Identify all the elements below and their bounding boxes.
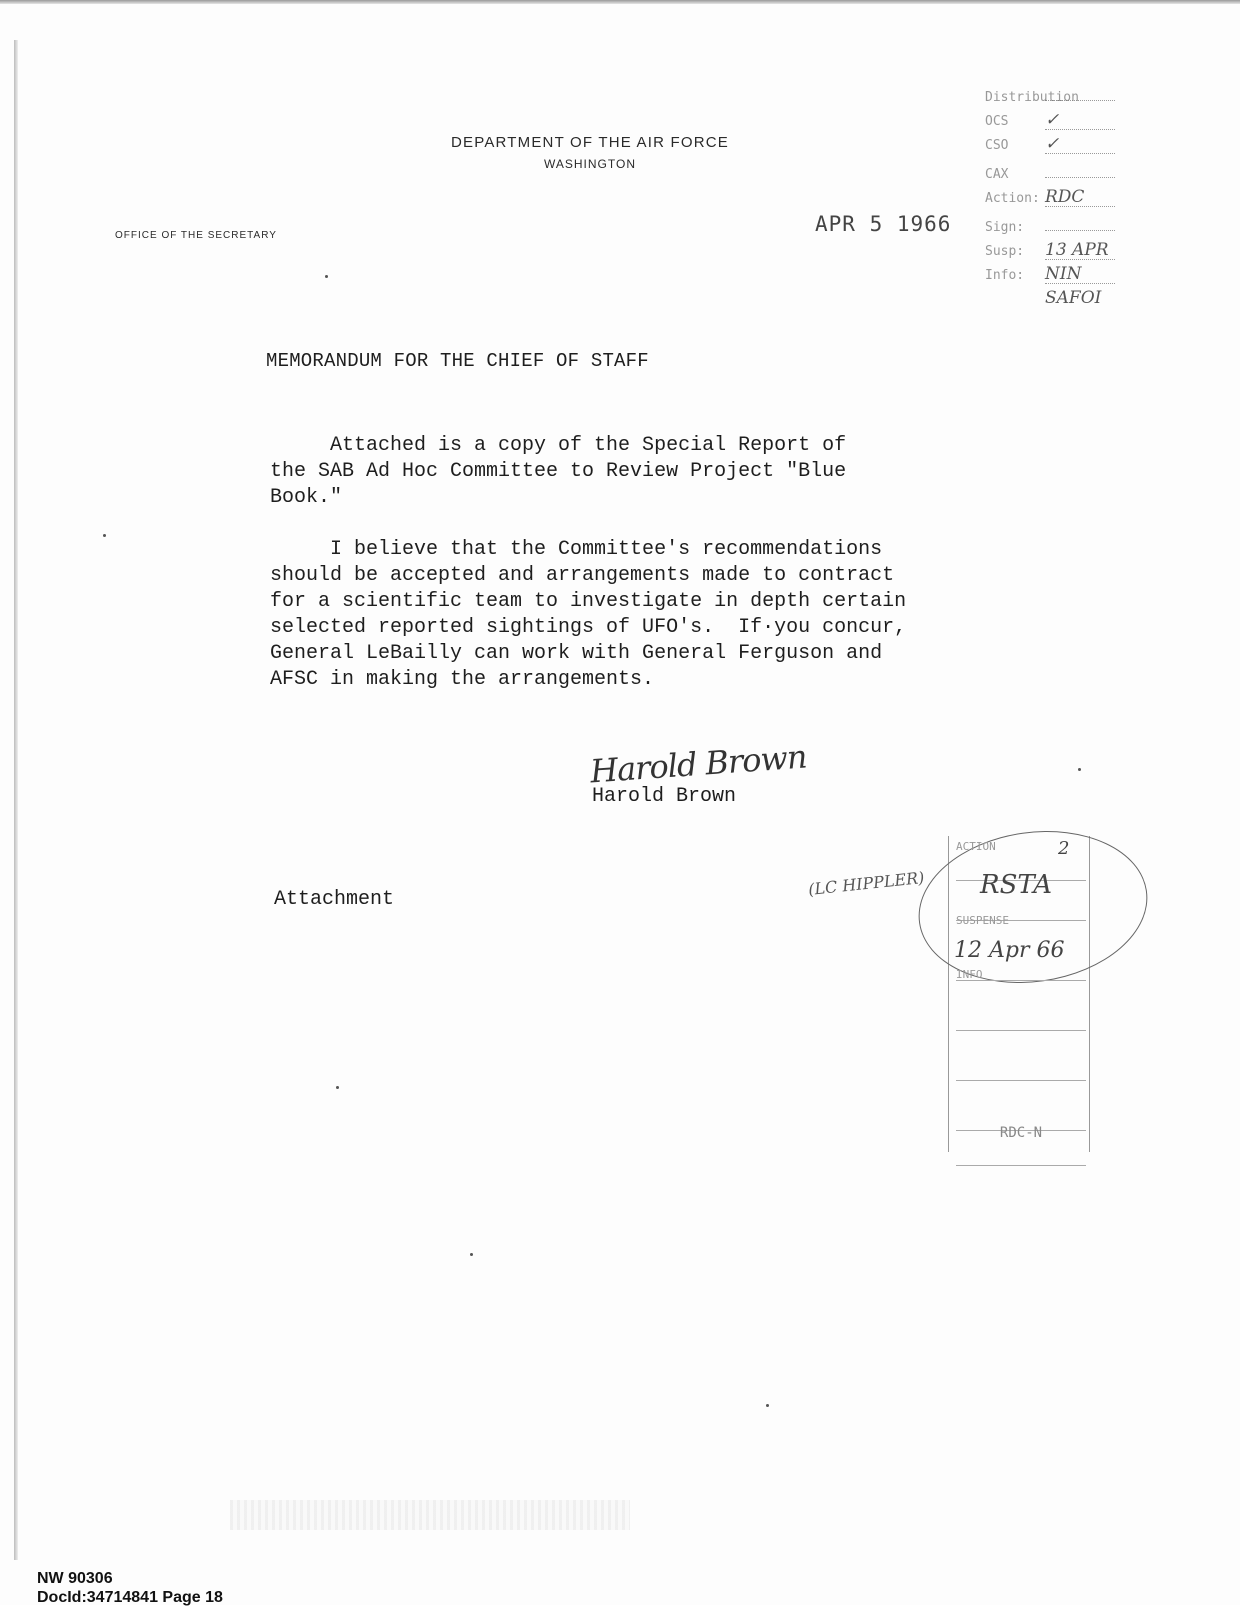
scan-speck — [470, 1253, 473, 1256]
scan-speck — [325, 275, 328, 278]
routing-stamp — [985, 80, 1145, 309]
faded-marking — [230, 1500, 630, 1530]
attachment-label: Attachment — [274, 888, 395, 911]
memo-title: MEMORANDUM FOR THE CHIEF OF STAFF — [266, 350, 649, 372]
action-row-office — [956, 1125, 1086, 1166]
action-value: RSTA — [980, 870, 1053, 900]
office-of-secretary: OFFICE OF THE SECRETARY — [115, 230, 277, 241]
suspense-label: SUSPENSE — [956, 914, 1009, 927]
routing-row — [985, 210, 1145, 239]
scan-speck — [1078, 768, 1081, 771]
routing-row — [985, 186, 1145, 210]
memo-paragraph-2: I believe that the Committee's recommendations should be accepted and arrangements made to contract for a scientific team to investigate in depth certain selected reported sightings of UFO's. If·you concur, General LeBailly can work with General Ferguson and AFSC in making the arrangements. — [270, 538, 907, 691]
date-stamp: APR 5 1966 — [815, 212, 952, 236]
scan-speck — [766, 1404, 769, 1407]
handwritten-note: (LC HIPPLER) — [807, 867, 926, 900]
routing-label: OCS — [985, 114, 1009, 129]
routing-label: CSO — [985, 138, 1009, 153]
department-name: DEPARTMENT OF THE AIR FORCE — [451, 134, 729, 151]
routing-label: Sign: — [985, 220, 1025, 235]
routing-row — [985, 80, 1145, 109]
memo-paragraph-1: Attached is a copy of the Special Report of the SAB Ad Hoc Committee to Review Project "Blue Book." — [270, 434, 847, 509]
routing-row — [985, 109, 1145, 133]
footer-identifier — [37, 1569, 223, 1607]
office-code: RDC-N — [999, 1125, 1043, 1141]
letterhead — [330, 134, 850, 171]
routing-value: 13 APR — [1045, 239, 1115, 260]
routing-label: Susp: — [985, 244, 1025, 259]
handwritten-signature: Harold Brown — [588, 737, 808, 791]
scan-edge-left — [14, 40, 18, 1560]
footer-docid: DocId:34714841 Page 18 — [37, 1589, 223, 1606]
info-label: INFO — [956, 968, 983, 981]
routing-label: CAX — [985, 167, 1009, 182]
routing-value — [1045, 157, 1115, 178]
routing-value: ✓ — [1045, 133, 1115, 154]
routing-row — [985, 157, 1145, 186]
suspense-value: 12 Apr 66 — [954, 938, 1065, 963]
routing-value: RDC — [1045, 186, 1115, 207]
routing-row — [985, 133, 1145, 157]
routing-value — [1045, 210, 1115, 231]
action-row-blank — [956, 1040, 1086, 1081]
signature-name: Harold Brown — [592, 785, 737, 808]
routing-value: ✓ — [1045, 109, 1115, 130]
action-row-suspense — [956, 880, 1086, 927]
routing-label: Info: — [985, 268, 1025, 283]
routing-extra: SAFOI — [1045, 288, 1102, 308]
action-row-blank — [956, 990, 1086, 1031]
action-number: 2 — [1058, 838, 1070, 859]
action-label: ACTION — [956, 840, 996, 853]
routing-row — [985, 239, 1145, 263]
scan-speck — [336, 1086, 339, 1089]
routing-label: Action: — [985, 191, 1040, 206]
action-row-info — [956, 940, 1086, 981]
routing-row — [985, 263, 1145, 287]
department-city: WASHINGTON — [543, 157, 636, 171]
footer-nw: NW 90306 — [37, 1570, 113, 1587]
routing-value: NIN — [1045, 263, 1115, 284]
scan-edge-top — [0, 0, 1240, 4]
scan-speck — [103, 534, 106, 537]
routing-label: Distribution — [985, 90, 1079, 105]
